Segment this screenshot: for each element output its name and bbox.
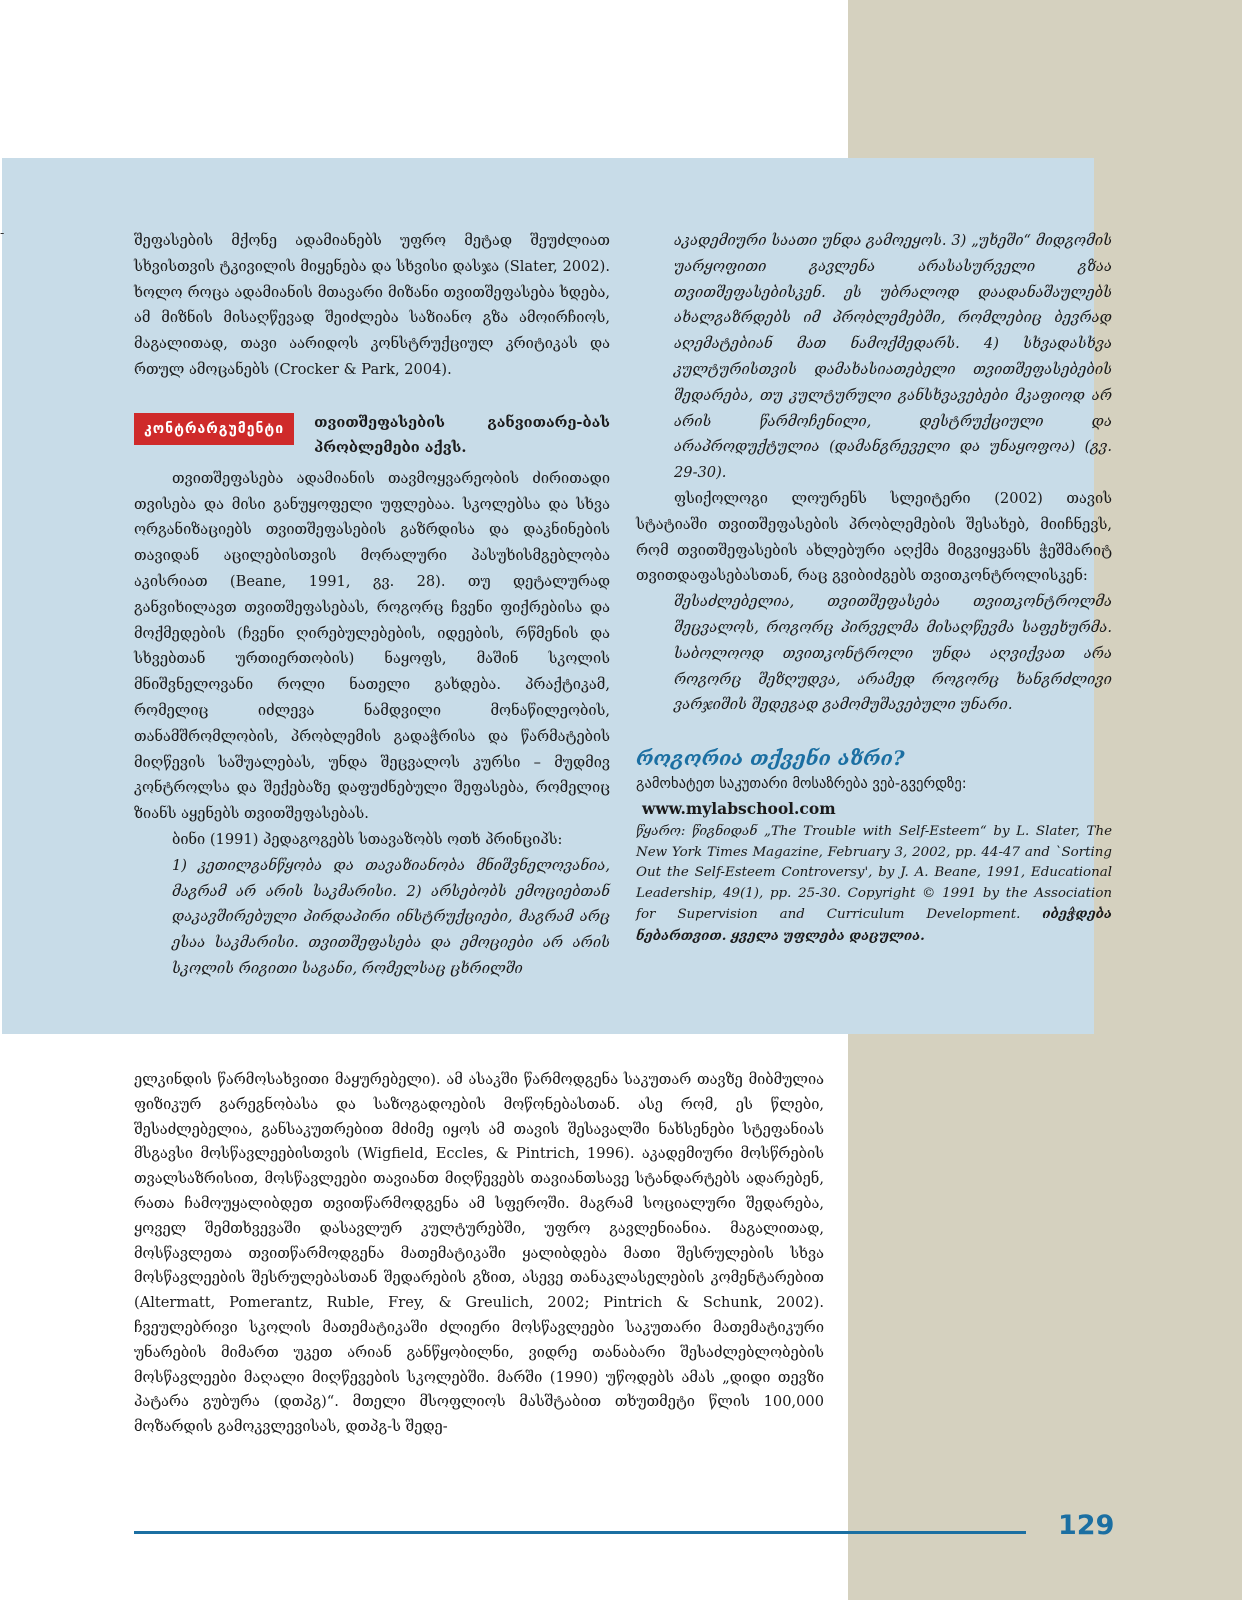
source-permission: იბეჭდება ნებართვით. ყველა უფლება დაცულია. (636, 906, 1113, 944)
counter-argument-heading: თვითშეფასების განვითარე-ბას პრობლემები აქვს. (314, 413, 610, 456)
website-link[interactable]: www.mylabschool.com (642, 799, 836, 819)
paragraph: ბინი (1991) პედაგოგებს სთავაზობს ოთხ პრინციპს: (172, 830, 563, 848)
paragraph: ელკინდის წარმოსახვითი მაყურებელი). ამ ასაკში წარმოდგენა საკუთარ თავზე მიბმულია ფიზიკურ გარეგნობასა და საზოგადოების მოწონებასთან. ასე რომ, ეს წლები, შესაძლებელია, განსაკუთრებით მძიმე იყოს ამ თავის შესავალში ნახსენები სტეფანიას მსგავსი მოსწავლეებისთვის (Wigfield, Eccles, & Pintrich, 1996). აკადემიური მოსწრების თვალსაზრისით, მოსწავლეები თავიანთ მიღწევებს თავიანთსავე სტანდარტებს ადარებენ, რათა ჩამოუყალიბდეთ თვითწარმოდგენა ამ სფეროში. მაგრამ სოციალური შედარება, ყოველ შემთხვევაში დასავლურ კულტურებში, უფრო გავლენიანია. მაგალითად, მოსწავლეთა თვითწარმოდგენა მათემატიკაში ყალიბდება მათი შესრულების სხვა მოსწავლეების შესრულებასთან შედარების გზით, ასევე თანაკლასელების კომენტარებით (Altermatt, Pomerantz, Ruble, Frey, & Greulich, 2002; Pintrich & Schunk, 2002). ჩვეულებრივი სკოლის მათემატიკაში ძლიერი მოსწავლეები საკუთარი მათემატიკური უნარების მიმართ უკეთ არიან განწყობილნი, ვიდრე თანაბარი შესაძლებლობების მოსწავლეები მაღალი მიღწევების სკოლებში. მარში (1990) უწოდებს ამას „დიდი თევზი პატარა გუბურა (დთპგ)“. მთელი მსოფლიოს მასშტაბით თხუთმეტი წლის 100,000 მოზარდის გამოკვლევისას, დთპგ-ს შედე- (134, 1071, 824, 1436)
page-number: 129 (1058, 1510, 1115, 1541)
edge-mark: - (0, 226, 5, 240)
paragraph: ფსიქოლოგი ლოურენს სლეიტერი (2002) თავის სტატიაში თვითშეფასების პრობლემების შესახებ, მიიჩნევს, რომ თვითშეფასების ახლებური აღქმა მიგვიყვანს ჭეშმარიტ თვითდაფასებასთან, რაც გვიბიძგებს თვითკონტროლისკენ: (636, 489, 1112, 585)
counter-argument-row (134, 413, 610, 460)
paragraph: 1) კეთილგანწყობა და თავაზიანობა მნიშვნელოვანია, მაგრამ არ არის საკმარისი. 2) არსებობს ემოციებთან დაკავშირებული პირდაპირი ინსტრუქციები, მაგრამ არც ესაა საკმარისი. თვითშეფასება და ემოციები არ არის სკოლის რიგითი საგანი, რომელსაც ცხრილში (172, 856, 610, 977)
counter-argument-badge: კონტრარგუმენტი (134, 413, 294, 445)
right-column (636, 228, 1112, 948)
block-quote: შესაძლებელია, თვითშეფასება თვითკონტროლმა შეცვალოს, როგორც პირველმა მისაღწევმა საფეხურმა. საბოლოოდ თვითკონტროლი უნდა აღვიქვათ არა როგორც შეზღუდვა, არამედ როგორც ხანგრძლივი ვარჯიშის შედეგად გამომუშავებული უნარი. (674, 593, 1112, 714)
source-note (636, 822, 1112, 948)
source-citation: წყარო: წიგნიდან „The Trouble with Self-Esteem“ by L. Slater, The New York Times Magazine, February 3, 2002, pp. 44-47 and `Sorting Out the Self-Esteem Controversy', by J. A. Beane, 1991, Educational Leadership, 49(1), pp. 25-30. Copyright © 1991 by the Association for Supervision and Curriculum Development. (636, 823, 1112, 923)
opinion-prompt: გამოხატეთ საკუთარი მოსაზრება ვებ-გვერდზე: (636, 775, 967, 793)
main-text (134, 1068, 824, 1440)
paragraph: შეფასების მქონე ადამიანებს უფრო მეტად შეუძლიათ სხვისთვის ტკივილის მიყენება და სხვისი დასჯა (Slater, 2002). ხოლო როცა ადამიანის მთავარი მიზანი თვითშეფასება ხდება, ამ მიზნის მისაღწევად შეიძლება საზიანო გზა ამოირჩიოს, მაგალითად, თავი აარიდოს კონსტრუქციულ კრიტიკას და რთულ ამოცანებს (Crocker & Park, 2004). (134, 232, 610, 378)
footer-rule (134, 1531, 1026, 1534)
paragraph: თვითშეფასება ადამიანის თავმოყვარეობის ძირითადი თვისება და მისი განუყოფელი უფლებაა. სკოლებსა და სხვა ორგანიზაციებს თვითშეფასების გაზრდისა და დაკნინების თავიდან აცილებისთვის მორალური პასუხისმგებლობა აკისრიათ (Beane, 1991, გვ. 28). თუ დეტალურად განვიხილავთ თვითშეფასებას, როგორც ჩვენი ფიქრებისა და მოქმედების (ჩვენი ღირებულებების, იდეების, რწმენის და სხვებთან ურთიერთობის) ნაყოფს, მაშინ სკოლის მნიშვნელოვანი როლი ნათელი გახდება. პრაქტიკამ, რომელიც იძლევა ნამდვილი მონაწილეობის, თანამშრომლობის, პრობლემის გადაჭრისა და წარმატების მიღწევის საშუალებას, უნდა შეცვალოს კურსი – მუდმივ კონტროლსა და შექებაზე დაფუძნებული შეფასება, რომელიც ზიანს აყენებს თვითშეფასებას. (134, 469, 610, 823)
opinion-heading: როგორია თქვენი აზრი? (636, 746, 905, 771)
left-column (134, 228, 610, 982)
paragraph: აკადემიური საათი უნდა გამოეყოს. 3) „უხეში“ მიდგომის უარყოფითი გავლენა არასასურველი გზაა თვითშეფასებისკენ. ეს უბრალოდ დაადანაშაულებს ახალგაზრდებს იმ პრობლემებში, რომლებიც ბევრად აღემატებიან მათ ნამოქმედარს. 4) სხვადასხვა კულტურისთვის დამახასიათებელი თვითშეფასებების შედარება, თუ კულტურული განსხვავებები მკაფიოდ არ არის წარმოჩენილი, დესტრუქციული და არაპროდუქტულია (დამანგრეველი და უნაყოფოა) (გვ. 29-30). (674, 232, 1112, 482)
